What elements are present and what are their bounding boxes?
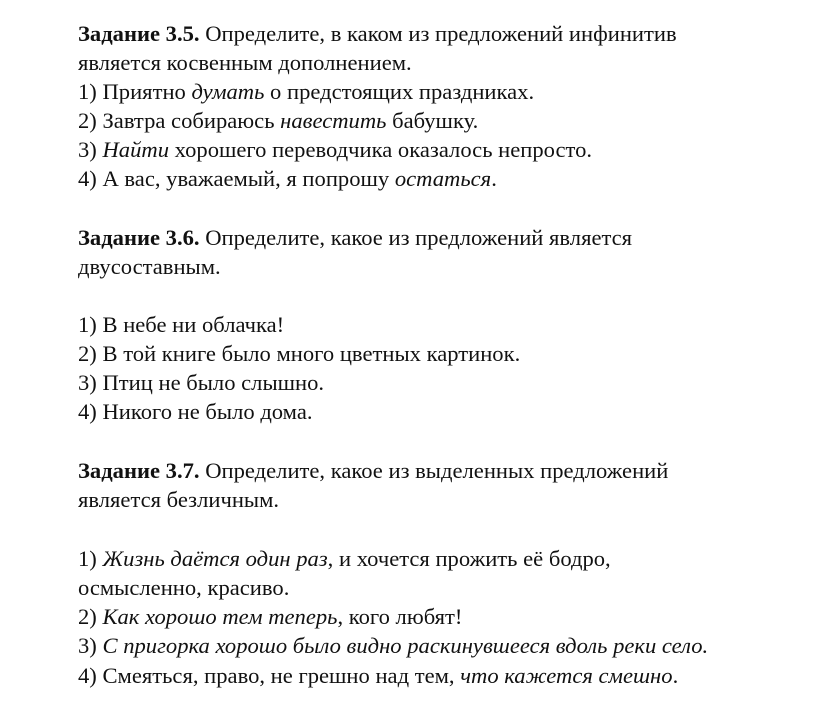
task-3-6-option-4: 4) Никого не было дома. xyxy=(78,399,313,424)
task-3-7-option-2: 2) Как хорошо тем теперь, кого любят! xyxy=(78,604,463,629)
task-3-5-option-4: 4) А вас, уважаемый, я попрошу остаться. xyxy=(78,166,497,191)
task-3-5-label: Задание 3.5. xyxy=(78,21,200,46)
task-3-5-option-3: 3) Найти хорошего переводчика оказалось непросто. xyxy=(78,137,593,162)
task-3-7-option-4: 4) Смеяться, право, не грешно над тем, что кажется смешно. xyxy=(78,663,679,688)
task-3-6-option-2: 2) В той книге было много цветных картинок. xyxy=(78,341,521,366)
task-3-6-question-line-2: двусоставным. xyxy=(78,254,221,279)
task-3-7-option-3: 3) С пригорка хорошо было видно раскинувшееся вдоль реки село. xyxy=(78,633,709,658)
task-3-7-question-line-2: является безличным. xyxy=(78,487,280,512)
task-3-5-question-line-1: Задание 3.5. Определите, в каком из предложений инфинитив xyxy=(78,21,677,46)
task-3-7-option-1: 1) Жизнь даётся один раз, и хочется прожить её бодро, xyxy=(78,546,611,571)
task-3-5-option-1: 1) Приятно думать о предстоящих праздниках. xyxy=(78,79,535,104)
task-3-6-label: Задание 3.6. xyxy=(78,225,200,250)
task-3-5-question-line-2: является косвенным дополнением. xyxy=(78,50,412,75)
task-3-7-label: Задание 3.7. xyxy=(78,458,200,483)
task-3-5-option-2: 2) Завтра собираюсь навестить бабушку. xyxy=(78,108,479,133)
task-3-6-question-line-1: Задание 3.6. Определите, какое из предложений является xyxy=(78,225,633,250)
task-3-6-option-1: 1) В небе ни облачка! xyxy=(78,312,285,337)
task-3-6-option-3: 3) Птиц не было слышно. xyxy=(78,370,325,395)
task-3-7-question-line-1: Задание 3.7. Определите, какое из выделенных предложений xyxy=(78,458,669,483)
task-3-7-option-1-continued: осмысленно, красиво. xyxy=(78,575,290,600)
